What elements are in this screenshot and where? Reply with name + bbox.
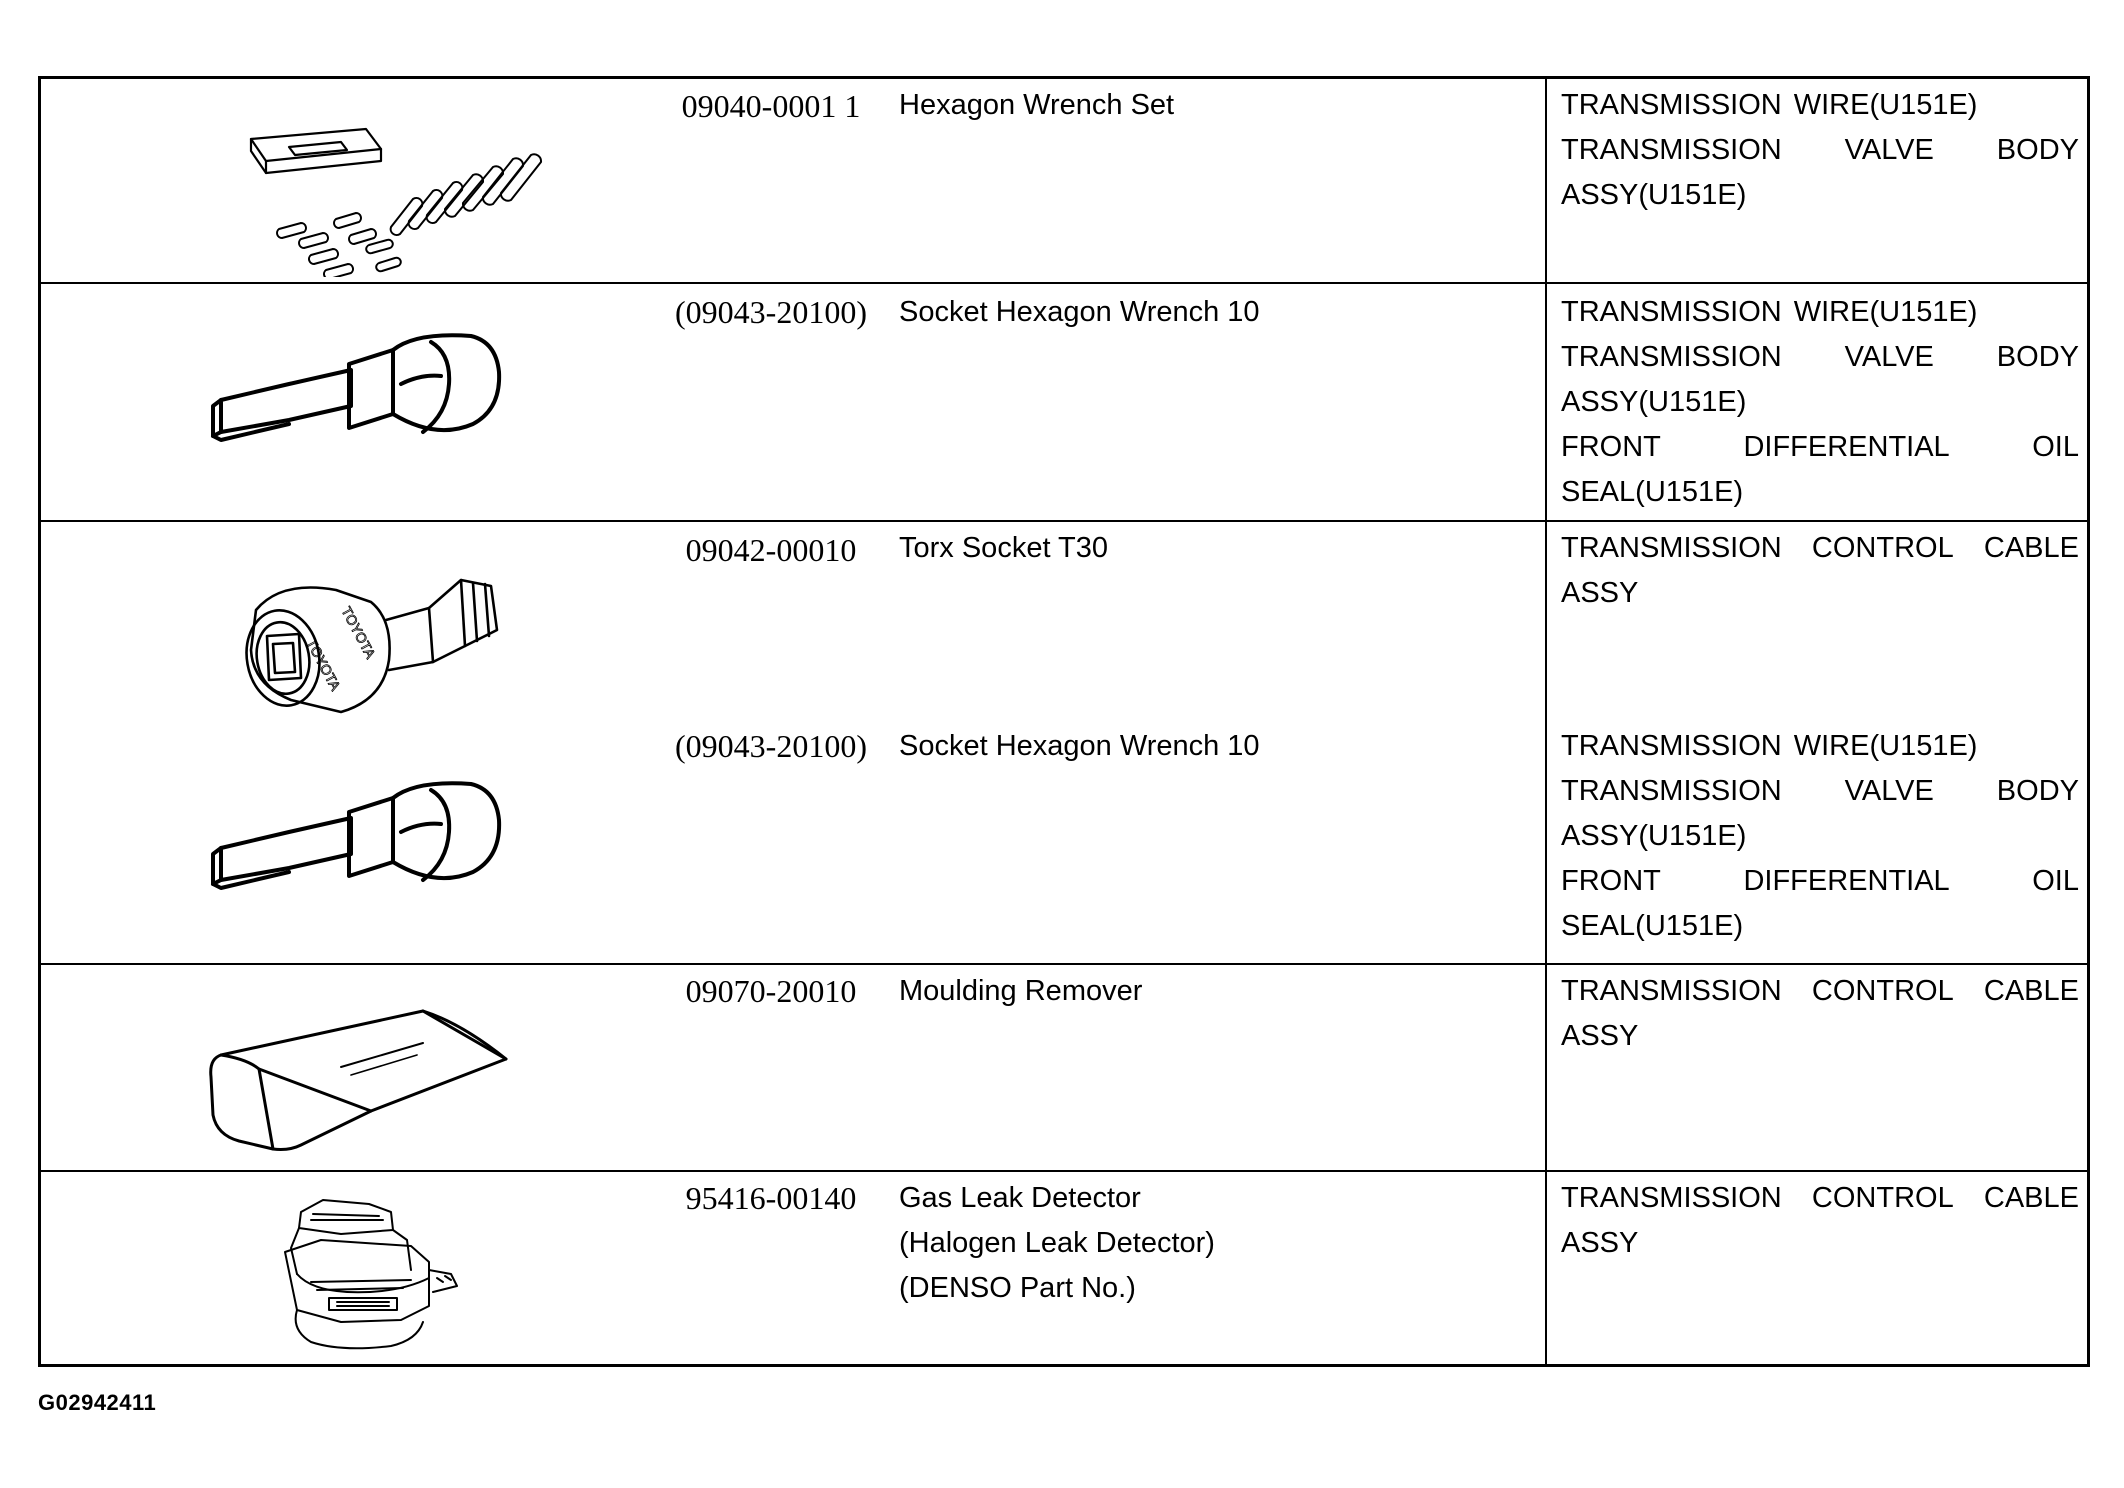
usage-word: TRANSMISSION xyxy=(1561,1182,1782,1214)
usage-line xyxy=(1561,470,2079,515)
usage-word: WIRE(U151E) xyxy=(1793,730,1978,762)
tool-name-line: Moulding Remover xyxy=(899,975,1143,1007)
tool-name-line: (Halogen Leak Detector) xyxy=(899,1227,1215,1259)
usage-word: CABLE xyxy=(1983,975,2079,1007)
part-number: 09040-0001 1 xyxy=(681,88,861,124)
tool-usage xyxy=(1561,290,2079,515)
tool-name xyxy=(899,724,1519,769)
tool-usage xyxy=(1561,1176,2079,1266)
usage-word: ASSY(U151E) xyxy=(1561,179,1747,211)
usage-word: ASSY xyxy=(1561,577,1639,609)
tool-name-line: Hexagon Wrench Set xyxy=(899,89,1175,121)
usage-line xyxy=(1561,1014,2079,1059)
tool-row xyxy=(41,79,2087,282)
tool-entry xyxy=(41,1172,2087,1364)
usage-word: VALVE xyxy=(1844,341,1934,373)
usage-word: VALVE xyxy=(1844,775,1934,807)
usage-word: OIL xyxy=(2032,865,2079,897)
torx-socket-icon xyxy=(161,550,561,720)
tool-usage xyxy=(1561,526,2079,616)
usage-word: CABLE xyxy=(1983,532,2079,564)
part-number: (09043-20100) xyxy=(675,294,867,330)
usage-word: ASSY(U151E) xyxy=(1561,386,1747,418)
usage-line xyxy=(1561,859,2079,904)
usage-word: ASSY xyxy=(1561,1227,1639,1259)
moulding-remover-icon xyxy=(161,987,561,1157)
socket-hexagon-wrench-icon xyxy=(161,762,561,912)
tool-entry xyxy=(41,965,2087,1170)
usage-word: FRONT xyxy=(1561,431,1661,463)
usage-word: TRANSMISSION xyxy=(1561,89,1782,121)
tool-name xyxy=(899,526,1519,571)
tool-entry xyxy=(41,522,2087,742)
usage-word: VALVE xyxy=(1844,134,1934,166)
usage-word: BODY xyxy=(1996,775,2079,807)
part-number: 09042-00010 xyxy=(685,532,857,568)
tool-name-line: Socket Hexagon Wrench 10 xyxy=(899,296,1260,328)
socket-hexagon-wrench-icon xyxy=(161,314,561,464)
svg-text:TOYOTA: TOYOTA xyxy=(338,603,379,662)
gas-leak-detector-icon xyxy=(161,1190,561,1360)
hexagon-wrench-set-icon xyxy=(161,117,561,277)
tool-row xyxy=(41,963,2087,1170)
usage-word: OIL xyxy=(2032,431,2079,463)
usage-word: CABLE xyxy=(1983,1182,2079,1214)
usage-word: TRANSMISSION xyxy=(1561,134,1782,166)
usage-word: TRANSMISSION xyxy=(1561,730,1782,762)
tool-row xyxy=(41,520,2087,963)
usage-line xyxy=(1561,380,2079,425)
special-tools-table xyxy=(38,76,2090,1367)
usage-word: BODY xyxy=(1996,341,2079,373)
usage-line xyxy=(1561,173,2079,218)
usage-line xyxy=(1561,526,2079,571)
tool-name-line: Torx Socket T30 xyxy=(899,532,1109,564)
usage-line xyxy=(1561,425,2079,470)
usage-line xyxy=(1561,335,2079,380)
usage-line xyxy=(1561,904,2079,949)
usage-line xyxy=(1561,814,2079,859)
part-number: 95416-00140 xyxy=(685,1180,857,1216)
tool-name xyxy=(899,83,1519,128)
usage-word: FRONT xyxy=(1561,865,1661,897)
usage-line xyxy=(1561,724,2079,769)
part-number: (09043-20100) xyxy=(675,728,867,764)
usage-word: BODY xyxy=(1996,134,2079,166)
tool-entry xyxy=(41,284,2087,520)
usage-line xyxy=(1561,969,2079,1014)
tool-row xyxy=(41,282,2087,520)
svg-text:TOYOTA: TOYOTA xyxy=(303,635,344,694)
tool-name-line: (DENSO Part No.) xyxy=(899,1272,1136,1304)
usage-word: DIFFERENTIAL xyxy=(1743,431,1950,463)
usage-word: CONTROL xyxy=(1811,975,1954,1007)
figure-code: G02942411 xyxy=(38,1390,157,1415)
tool-usage xyxy=(1561,969,2079,1059)
tool-name xyxy=(899,969,1519,1014)
tool-entry xyxy=(41,79,2087,282)
usage-word: ASSY xyxy=(1561,1020,1639,1052)
tool-row xyxy=(41,1170,2087,1364)
usage-word: TRANSMISSION xyxy=(1561,775,1782,807)
usage-word: CONTROL xyxy=(1811,532,1954,564)
usage-word: WIRE(U151E) xyxy=(1793,296,1978,328)
usage-line xyxy=(1561,83,2079,128)
tool-usage xyxy=(1561,83,2079,218)
usage-word: SEAL(U151E) xyxy=(1561,910,1744,942)
usage-word: WIRE(U151E) xyxy=(1793,89,1978,121)
tool-name xyxy=(899,1176,1519,1311)
usage-word: TRANSMISSION xyxy=(1561,975,1782,1007)
tool-name xyxy=(899,290,1519,335)
part-number: 09070-20010 xyxy=(685,973,857,1009)
usage-line xyxy=(1561,769,2079,814)
usage-line xyxy=(1561,290,2079,335)
usage-word: TRANSMISSION xyxy=(1561,532,1782,564)
usage-word: CONTROL xyxy=(1811,1182,1954,1214)
usage-line xyxy=(1561,1176,2079,1221)
tool-usage xyxy=(1561,724,2079,949)
usage-line xyxy=(1561,1221,2079,1266)
tool-entry xyxy=(41,728,2087,963)
usage-word: SEAL(U151E) xyxy=(1561,476,1744,508)
usage-word: DIFFERENTIAL xyxy=(1743,865,1950,897)
tool-name-line: Socket Hexagon Wrench 10 xyxy=(899,730,1260,762)
usage-word: TRANSMISSION xyxy=(1561,296,1782,328)
usage-line xyxy=(1561,128,2079,173)
tool-name-line: Gas Leak Detector xyxy=(899,1182,1141,1214)
usage-line xyxy=(1561,571,2079,616)
usage-word: TRANSMISSION xyxy=(1561,341,1782,373)
usage-word: ASSY(U151E) xyxy=(1561,820,1747,852)
